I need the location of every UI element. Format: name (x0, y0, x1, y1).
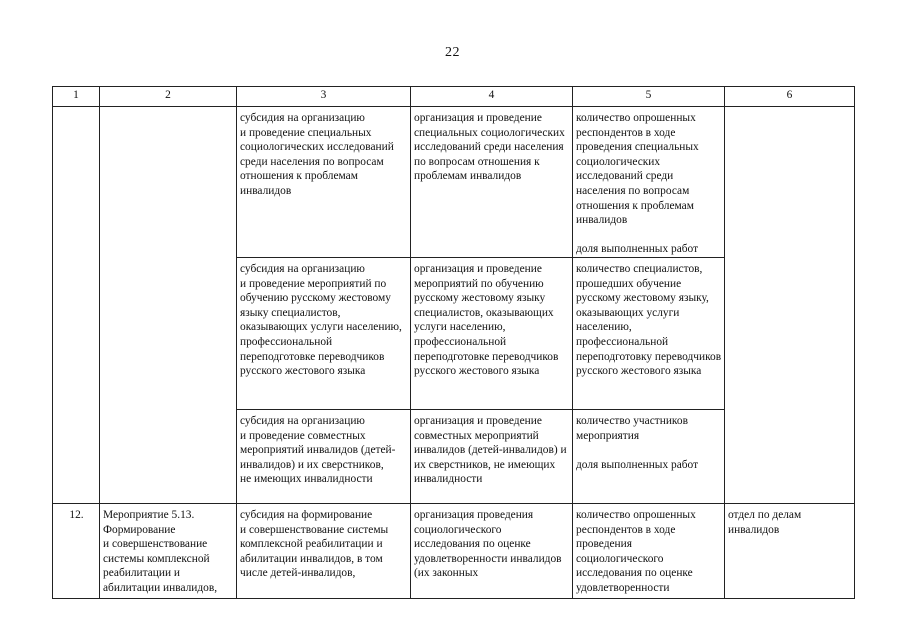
row-number-cell: 12. (53, 504, 100, 599)
indicator-cell: количество опрошенных респондентов в ходе проведения социологического исследования по оценке удовлетворенности (573, 504, 725, 599)
subsidy-cell: субсидия на организацию и проведение совместных мероприятий инвалидов (детей-инвалидов) и их сверстников, не имеющих инвалидности (237, 410, 411, 504)
header-col-6: 6 (725, 87, 855, 107)
table-row (53, 107, 855, 258)
header-col-4: 4 (411, 87, 573, 107)
header-row (53, 87, 855, 107)
page-number: 22 (445, 45, 460, 60)
event-name-cell: Мероприятие 5.13. Формирование и совершенствование системы комплексной реабилитации и абилитации инвалидов, (100, 504, 237, 599)
subsidy-cell: субсидия на организацию и проведение мероприятий по обучению русскому жестовому языку специалистов, оказывающих услуги населению, профессиональной переподготовке переводчиков русского жестового языка (237, 258, 411, 410)
header-col-5: 5 (573, 87, 725, 107)
subsidy-cell: субсидия на организацию и проведение специальных социологических исследований среди населения по вопросам отношения к проблемам инвалидов (237, 107, 411, 258)
responsible-cell: отдел по делам инвалидов (725, 504, 855, 599)
subsidy-cell: субсидия на формирование и совершенствование системы комплексной реабилитации и абилитации инвалидов, в том числе детей-инвалидов, (237, 504, 411, 599)
measures-table (52, 86, 855, 599)
activity-cell: организация и проведение специальных социологических исследований среди населения по вопросам отношения к проблемам инвалидов (411, 107, 573, 258)
activity-cell: организация и проведение мероприятий по обучению русскому жестовому языку специалистов, оказывающих услуги населению, профессиональной переподготовке переводчиков русского жестового языка (411, 258, 573, 410)
row-number-cell (53, 107, 100, 504)
header-col-1: 1 (53, 87, 100, 107)
table-row (53, 504, 855, 599)
indicator-cell: количество опрошенных респондентов в ходе проведения специальных социологических исследований среди населения по вопросам отношения к проблемам инвалидов доля выполненных работ (573, 107, 725, 258)
header-col-2: 2 (100, 87, 237, 107)
indicator-cell: количество специалистов, прошедших обучение русскому жестовому языку, оказывающих услуги населению, профессиональной переподготовку переводчиков русского жестового языка (573, 258, 725, 410)
indicator-cell: количество участников мероприятия доля выполненных работ (573, 410, 725, 504)
activity-cell: организация проведения социологического исследования по оценке удовлетворенности инвалидов (их законных (411, 504, 573, 599)
event-name-cell (100, 107, 237, 504)
responsible-cell (725, 107, 855, 504)
header-col-3: 3 (237, 87, 411, 107)
activity-cell: организация и проведение совместных мероприятий инвалидов (детей-инвалидов) и их сверстников, не имеющих инвалидности (411, 410, 573, 504)
